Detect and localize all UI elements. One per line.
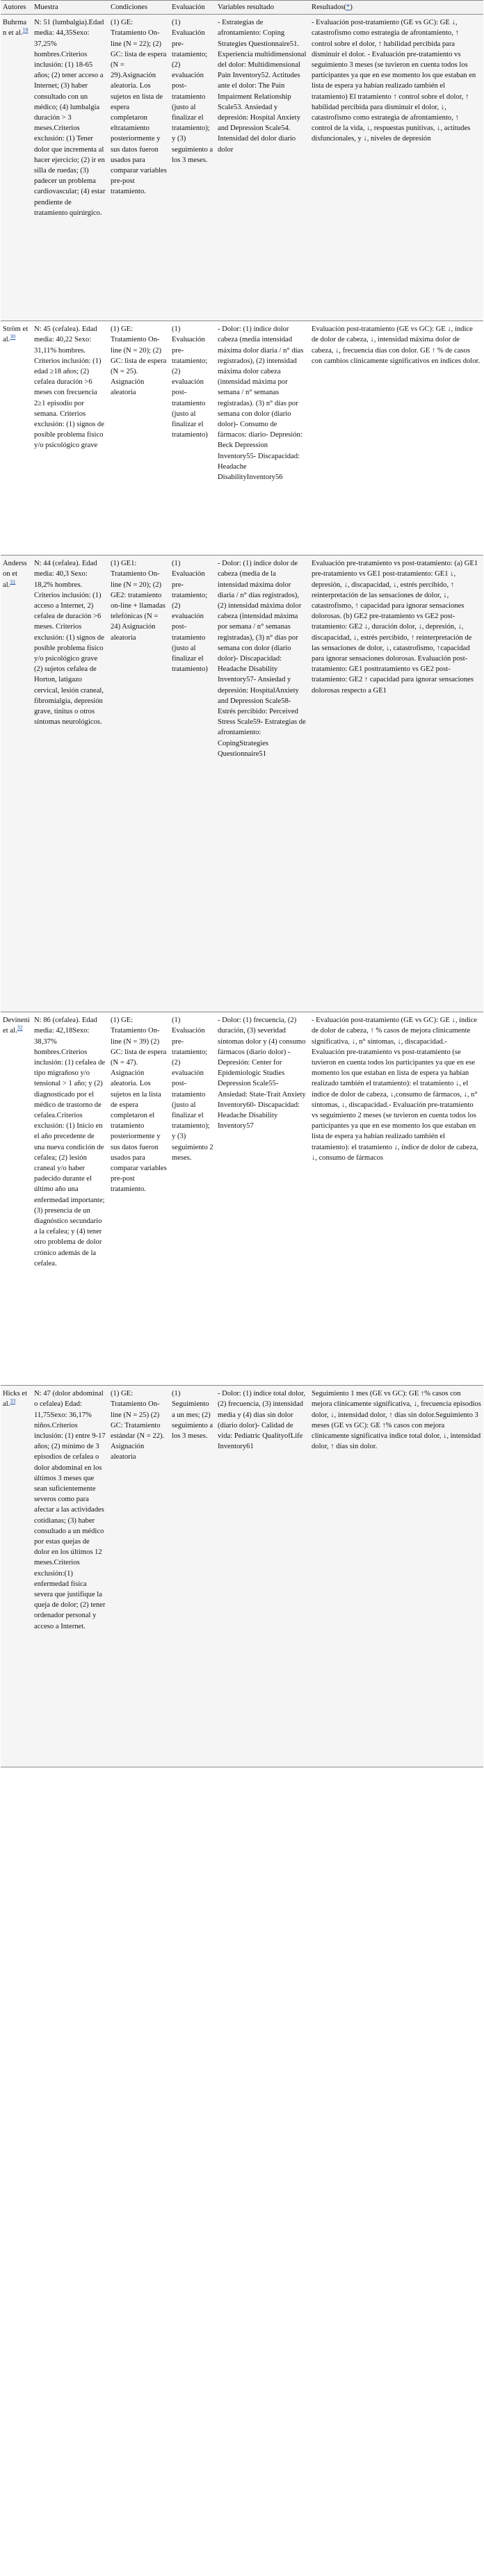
citation-link[interactable]: 31	[10, 578, 16, 585]
evaluation-cell: (1) Evaluación pre-tratamiento; (2) evaluación post-tratamiento (justo al finalizar el tratamiento)	[170, 321, 216, 556]
table-row	[1, 556, 483, 1012]
header-results	[309, 1, 483, 15]
conditions-cell: (1) GE1: Tratamiento On- line (N = 20); (2) GE2: tratamiento on-line + llamadas telefónicas (N = 24) Asignación aleatoria	[108, 556, 170, 1012]
table-row	[1, 15, 483, 321]
author-cell	[1, 321, 32, 556]
evaluation-cell: (1) Evaluación pre-tratamiento; (2) evaluación post-tratamiento (justo al finalizar el tratamiento)	[170, 556, 216, 1012]
citation-link[interactable]: 18	[22, 26, 29, 33]
author-cell	[1, 556, 32, 1012]
table-row	[1, 1012, 483, 1386]
results-cell: - Evaluación post-tratamiento (GE vs GC): GE ↓, índice de dolor de cabeza, ↑ % casos de mejora clínicamente significativa, ↓, n° síntomas, ↓, discapacidad.- Evaluación pre-tratamiento vs post-tratamiento (se tuvieron en cuenta todos los participantes ya que en ese momento los que estaban en lista de espera ya habían realizado también el tratamiento): el tratamiento ↓, el índice de dolor de cabeza, ↓,consumo de fármacos, ↓, n° síntomas, ↓, discapacidad.- Evaluación pre-tratamiento vs seguimiento 2 meses (se tuvieron en cuenta todos los participantes ya que en ese momento los que estaban en lista de espera ya habían realizado también el tratamiento): el tratamiento ↓, índice de dolor de cabeza, ↓, consumo de fármacos	[309, 1012, 483, 1386]
variables-cell: - Dolor: (1) frecuencia, (2) duración, (3) severidad síntomas dolor y (4) consumo fármacos (diario dolor) - Depresión: Center for Epidemiologic Studies Depression Scale55- Ansiedad: State-Trait Anxiety Inventory60- Discapacidad: Headache Disability Inventory57	[216, 1012, 309, 1386]
author-name: Buhrman et al.	[3, 19, 27, 38]
citation-link[interactable]: 30	[10, 333, 16, 340]
citation-link[interactable]: 33	[10, 1398, 16, 1404]
citation-link[interactable]: 32	[17, 1024, 23, 1031]
header-authors: Autores	[1, 1, 32, 15]
variables-cell: - Dolor: (1) índice total dolor, (2) frecuencia, (3) intensidad media y (4) días sin dolor (diario dolor)- Calidad de vida: Pediatric QualityofLife Inventory61	[216, 1386, 309, 1767]
variables-cell: - Dolor: (1) índice dolor cabeza (media intensidad máxima dolor diaria / n° días registrados), (2) intensidad máxima dolor cabeza (intensidad máxima por semana / n° semanas registradas). (3) n° días por semana con dolor (diario dolor)- Consumo de fármacos: diario- Depresión: Beck Depression Inventory55- Discapacidad: Headache DisabilityInventory56	[216, 321, 309, 556]
results-cell: - Evaluación post-tratamiento (GE vs GC): GE ↓, catastrofismo como estrategia de afrontamiento, ↑ control sobre el dolor, ↑ habilidad percibida para disminuir el dolor. - Evaluación pre-tratamiento vs seguimiento 3 meses (se tuvieron en cuenta todos los participantes ya que en ese momento los que estaban en lista de espera ya habían realizado también el tratamiento) El tratamiento ↑ control sobre el dolor, ↑ habilidad percibida para disminuir el dolor, ↓, catastrofismo como estrategia de afrontamiento, ↑ control de la vida, ↓, respuestas punitivas, ↓, actitudes disfuncionales, y ↓, niveles de depresión	[309, 15, 483, 321]
author-cell	[1, 15, 32, 321]
results-cell: Evaluación post-tratamiento (GE vs GC): GE ↓, índice de dolor de cabeza, ↓, intensidad máxima dolor de cabeza, ↓, frecuencia días con dolor. GE ↑ % de casos con cambios clínicamente significativos en índices dolor.	[309, 321, 483, 556]
table-row	[1, 1386, 483, 1767]
header-sample: Muestra	[32, 1, 108, 15]
sample-cell: N: 47 (dolor abdominal o cefalea) Edad: 11,75Sexo: 36,17% niños.Criterios inclusión: (1) entre 9-17 años; (2) mínimo de 3 episodios de cefalea o dolor abdominal en los últimos 3 meses que sean suficientemente severos como para afectar a las actividades cotidianas; (3) haber consultado a un médico por estas quejas de dolor en los últimos 12 meses.Criterios exclusión:(1) enfermedad física severa que justifique la queja de dolor; (2) tener ordenador personal y acceso a Internet.	[32, 1386, 108, 1767]
table-header-row	[1, 1, 483, 15]
conditions-cell: (1) GE: Tratamiento On- line (N = 20); (2) GC: lista de espera (N = 25). Asignación aleatoria	[108, 321, 170, 556]
author-name: Devineni et al.	[3, 1016, 30, 1035]
results-table	[1, 0, 483, 1767]
evaluation-cell: (1) Evaluación pre-tratamiento; (2) evaluación post-tratamiento (justo al finalizar el tratamiento); y (3) seguimiento 2 meses.	[170, 1012, 216, 1386]
author-name: Andersson et al.	[3, 560, 27, 589]
results-cell: Seguimiento 1 mes (GE vs GC): GE ↑% casos con mejora clínicamente significativa, ↓, frecuencia episodios dolor, ↓, intensidad dolor, ↑ días sin dolor.Seguimiento 3 meses (GE vs GC): GE ↑% casos con mejora clínicamente significativa índice total dolor, ↓, intensidad dolor, ↑ días sin dolor.	[309, 1386, 483, 1767]
header-variables: Variables resultado	[216, 1, 309, 15]
header-results-footnote-link[interactable]: *	[346, 3, 350, 11]
header-evaluation: Evaluación	[170, 1, 216, 15]
variables-cell: - Dolor: (1) índice dolor de cabeza (media de la intensidad máxima dolor diaria / n° días registrados), (2) intensidad máxima dolor cabeza (intensidad máxima por semana / n° semanas registradas), (3) n° días por semana con dolor (diario dolor)- Discapacidad: Headache Disability Inventory57- Ansiedad y depresión: HospitalAnxiety and Depression Scale58- Estrés percibido: Perceived Stress Scale59- Estrategias de afrontamiento: CopingStrategies Questionnaire51	[216, 556, 309, 1012]
sample-cell: N: 51 (lumbalgia).Edad media: 44,35Sexo: 37,25% hombres.Criterios inclusión: (1) 18-65 años; (2) tener acceso a Internet; (3) haber consultado con un médico; (4) lumbalgia duración > 3 meses.Criterios exclusión: (1) Tener dolor que incrementa al hacer ejercicio; (2) ir en silla de ruedas; (3) padecer un problema cardiovascular; (4) estar pendiente de tratamiento quirúrgico.	[32, 15, 108, 321]
sample-cell: N: 44 (cefalea). Edad media: 40,3 Sexo: 18,2% hombres. Criterios inclusión: (1) acceso a Internet, 2) cefalea de duración >6 meses. Criterios exclusión: (1) signos de posible problema físico y/o psicológico grave (2) sujetos cefalea de Horton, latigazo cervical, lesión craneal, fibromialgia, depresión grave, tinitus o otros síntomas neurológicos.	[32, 556, 108, 1012]
conditions-cell: (1) GE: Tratamiento On- line (N = 22); (2) GC: lista de espera (N = 29).Asignación aleatoria. Los sujetos en lista de espera completaron eltratamiento posteriormente y sus datos fueron usados para comparar variables pre-post tratamiento.	[108, 15, 170, 321]
author-name: Ström et al.	[3, 325, 29, 344]
conditions-cell: (1) GE: Tratamiento On- line (N = 39) (2) GC: lista de espera (N = 47). Asignación aleatoria. Los sujetos en la lista de espera completaron el tratamiento posteriormente y sus datos fueron usados para comparar variables pre-post tratamiento.	[108, 1012, 170, 1386]
sample-cell: N: 45 (cefalea). Edad media: 40,22 Sexo: 31,11% hombres. Criterios inclusión: (1) edad ≥18 años; (2) cefalea duración >6 meses con frecuencia 2≥1 episodio por semana. Criterios exclusión: (1) signos de posible problema físico y/o psicológico grave	[32, 321, 108, 556]
sample-cell: N: 86 (cefalea). Edad media: 42,18Sexo: 38,37% hombres.Criterios inclusión: (1) cefalea de tipo migrañoso y/o tensional > 1 año; y (2) diagnosticado por el médico de trastorno de cefalea.Criterios exclusión: (1) Inicio en el año precedente de una nueva condición de cefalea; (2) lesión craneal y/o haber padecido durante el último año una enfermedad importante; (3) presencia de un diagnóstico secundario a la cefalea; y (4) tener otro problema de dolor crónico además de la cefalea.	[32, 1012, 108, 1386]
header-results-prefix: Resultados(	[312, 3, 347, 11]
conditions-cell: (1) GE: Tratamiento On- line (N = 25) (2) GC: Tratamiento estándar (N = 22). Asignación aleatoria	[108, 1386, 170, 1767]
header-results-suffix: )	[350, 3, 353, 11]
results-cell: Evaluación pre-tratamiento vs post-tratamiento: (a) GE1 pre-tratamiento vs GE1 post-tratamiento: GE1 ↓, depresión, ↓, discapacidad, ↓, estrés percibido, ↑ reinterpretación de las sensaciones de dolor, ↓, catastrofismo, ↑ capacidad para ignorar sensaciones dolorosas. (b) GE2 pre-tratamiento vs GE2 post-tratamiento: GE2 ↓, duración dolor, ↓, depresión, ↓, discapacidad, ↓, estrés percibido, ↑ reinterpretación de las sensaciones de dolor, ↓, catastrofismo, ↑capacidad para ignorar sensaciones dolorosas. Evaluación post-tratamiento: GE1 posttratamiento vs GE2 post-tratamiento: GE2 ↑ capacidad para ignorar sensaciones dolorosas respecto a GE1	[309, 556, 483, 1012]
header-conditions: Condiciones	[108, 1, 170, 15]
author-cell	[1, 1012, 32, 1386]
variables-cell: - Estrategias de afrontamiento: Coping Strategies Questionnaire51. Experiencia multidimensional del dolor: Multidimensional Pain Inventory52. Actitudes ante el dolor: The Pain Impairment Relationship Scale53. Ansiedad y depresión: Hospital Anxiety and Depression Scale54. Intensidad del dolor diario dolor	[216, 15, 309, 321]
evaluation-cell: (1) Seguimiento a un mes; (2) seguimiento a los 3 meses.	[170, 1386, 216, 1767]
table-row	[1, 321, 483, 556]
evaluation-cell: (1) Evaluación pre-tratamiento; (2) evaluación post-tratamiento (justo al finalizar el tratamiento); y (3) seguimiento a los 3 meses.	[170, 15, 216, 321]
author-name: Hicks et al.	[3, 1390, 28, 1409]
author-cell	[1, 1386, 32, 1767]
